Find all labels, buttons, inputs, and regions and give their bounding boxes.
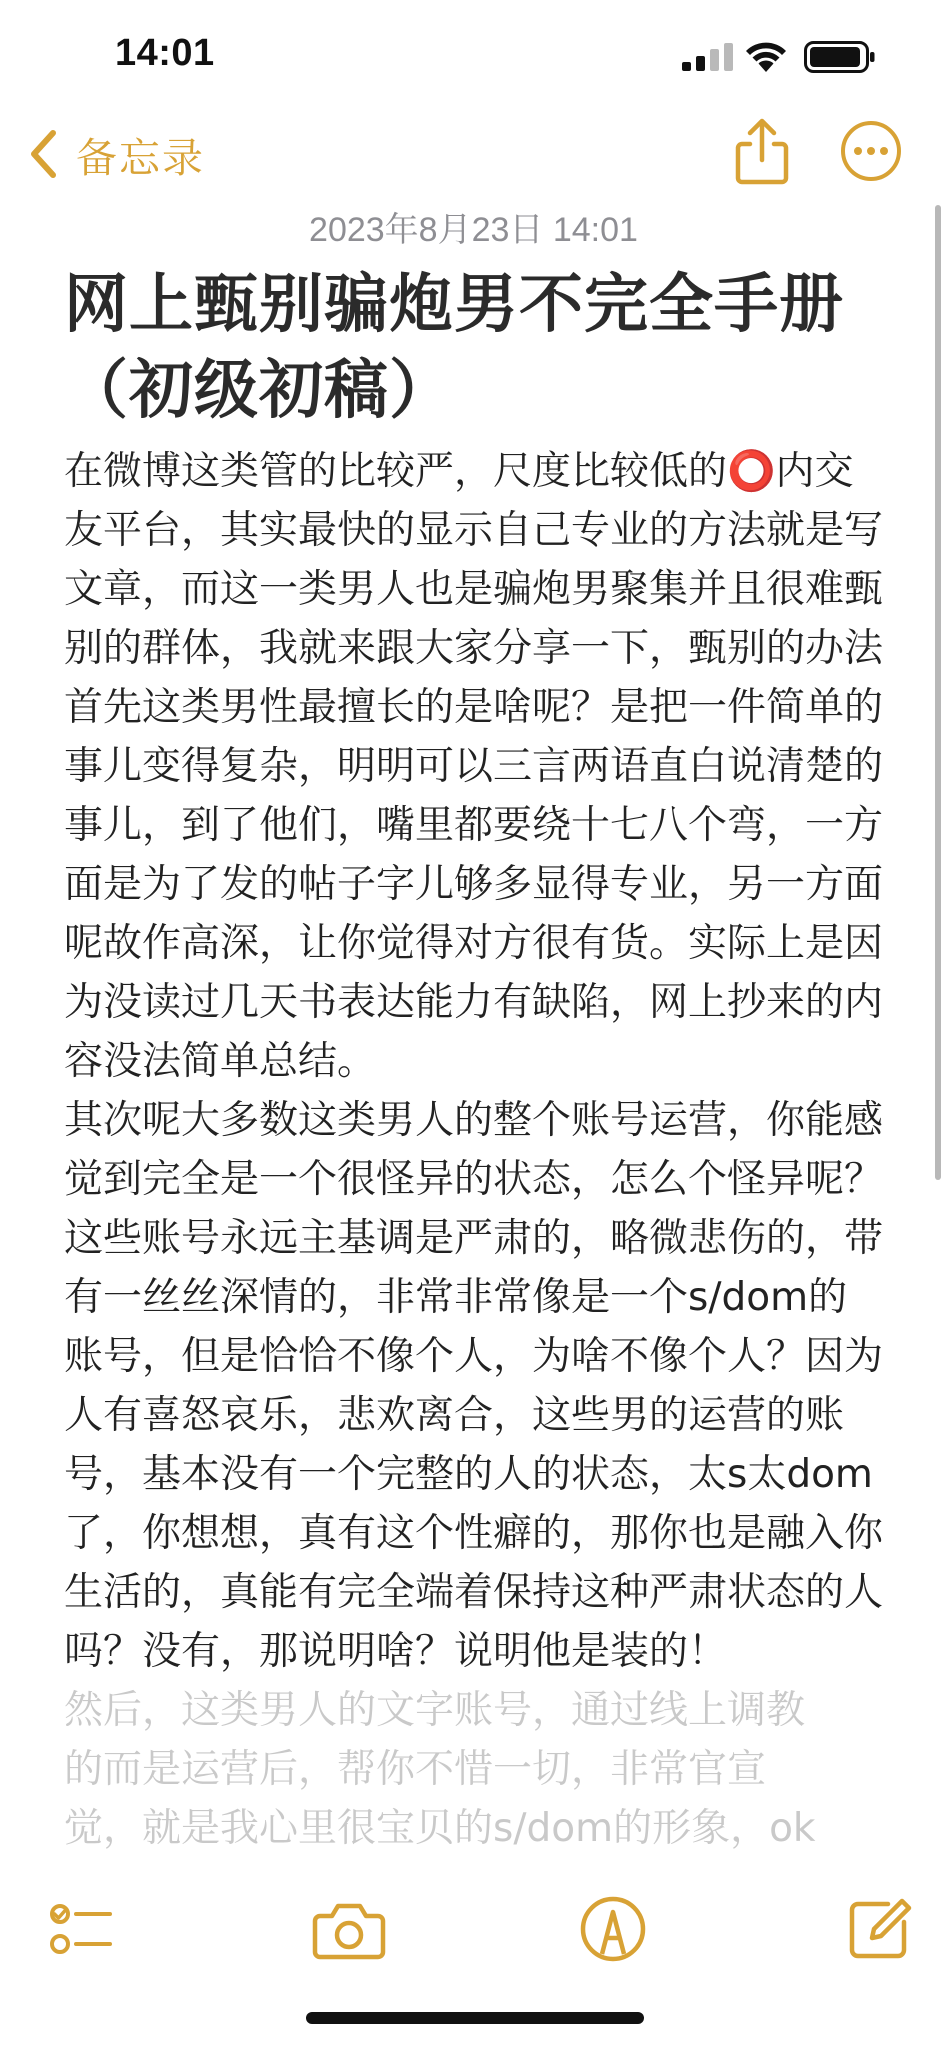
note-paragraph: 首先这类男性最擅长的是啥呢？是把一件简单的事儿变得复杂，明明可以三言两语直白说清楚的事儿，到了他们，嘴里都要绕十七八个弯，一方面是为了发的帖子字儿够多显得专业，另一方面呢故作高深，让你觉得对方很有货。实际上是因为没读过几天书表达能力有缺陷，网上抄来的内容没法简单总结。 xyxy=(64,685,884,1084)
chevron-left-icon xyxy=(28,129,58,179)
note-date: 2023年8月23日 14:01 xyxy=(309,211,638,249)
camera-icon[interactable] xyxy=(312,1894,386,1964)
status-bar xyxy=(0,0,947,110)
bottom-toolbar xyxy=(0,1880,947,1980)
note-editor[interactable] xyxy=(64,262,884,1858)
note-faded-line: 的而是运营后，帮你不惜一切，非常官宣 xyxy=(64,1747,767,1792)
wifi-icon xyxy=(744,38,788,72)
ellipsis-circle-icon[interactable] xyxy=(840,120,902,182)
note-faded-line: 觉，就是我心里很宝贝的s/dom的形象，ok xyxy=(64,1806,816,1851)
note-body[interactable] xyxy=(64,442,884,1858)
cellular-signal-icon xyxy=(682,43,734,71)
note-faded-line: 然后，这类男人的文字账号，通过线上调教 xyxy=(64,1688,806,1733)
note-paragraph: 在微博这类管的比较严，尺度比较低的⭕内交友平台，其实最快的显示自己专业的方法就是写文章，而这一类男人也是骗炮男聚集并且很难甄别的群体，我就来跟大家分享一下，甄别的办法 xyxy=(64,449,884,671)
share-icon[interactable] xyxy=(730,116,794,188)
compose-icon[interactable] xyxy=(844,1894,914,1964)
scroll-indicator[interactable] xyxy=(935,205,941,1180)
navigation-bar xyxy=(0,110,947,200)
battery-icon xyxy=(804,41,876,73)
checklist-icon[interactable] xyxy=(46,1894,116,1964)
note-title[interactable]: 网上甄别骗炮男不完全手册（初级初稿） xyxy=(64,268,844,428)
back-label: 备忘录 xyxy=(76,133,205,182)
status-time: 14:01 xyxy=(115,32,215,74)
markup-pen-icon[interactable] xyxy=(578,1894,648,1964)
back-button[interactable] xyxy=(28,124,205,184)
home-indicator xyxy=(306,2012,644,2024)
note-paragraph: 其次呢大多数这类男人的整个账号运营，你能感觉到完全是一个很怪异的状态，怎么个怪异呢？这些账号永远主基调是严肃的，略微悲伤的，带有一丝丝深情的，非常非常像是一个s/dom的账号，但是恰恰不像个人，为啥不像个人？因为人有喜怒哀乐，悲欢离合，这些男的运营的账号，基本没有一个完整的人的状态，太s太dom了，你想想，真有这个性癖的，那你也是融入你生活的，真能有完全端着保持这种严肃状态的人吗？没有，那说明啥？说明他是装的！ xyxy=(64,1098,884,1674)
